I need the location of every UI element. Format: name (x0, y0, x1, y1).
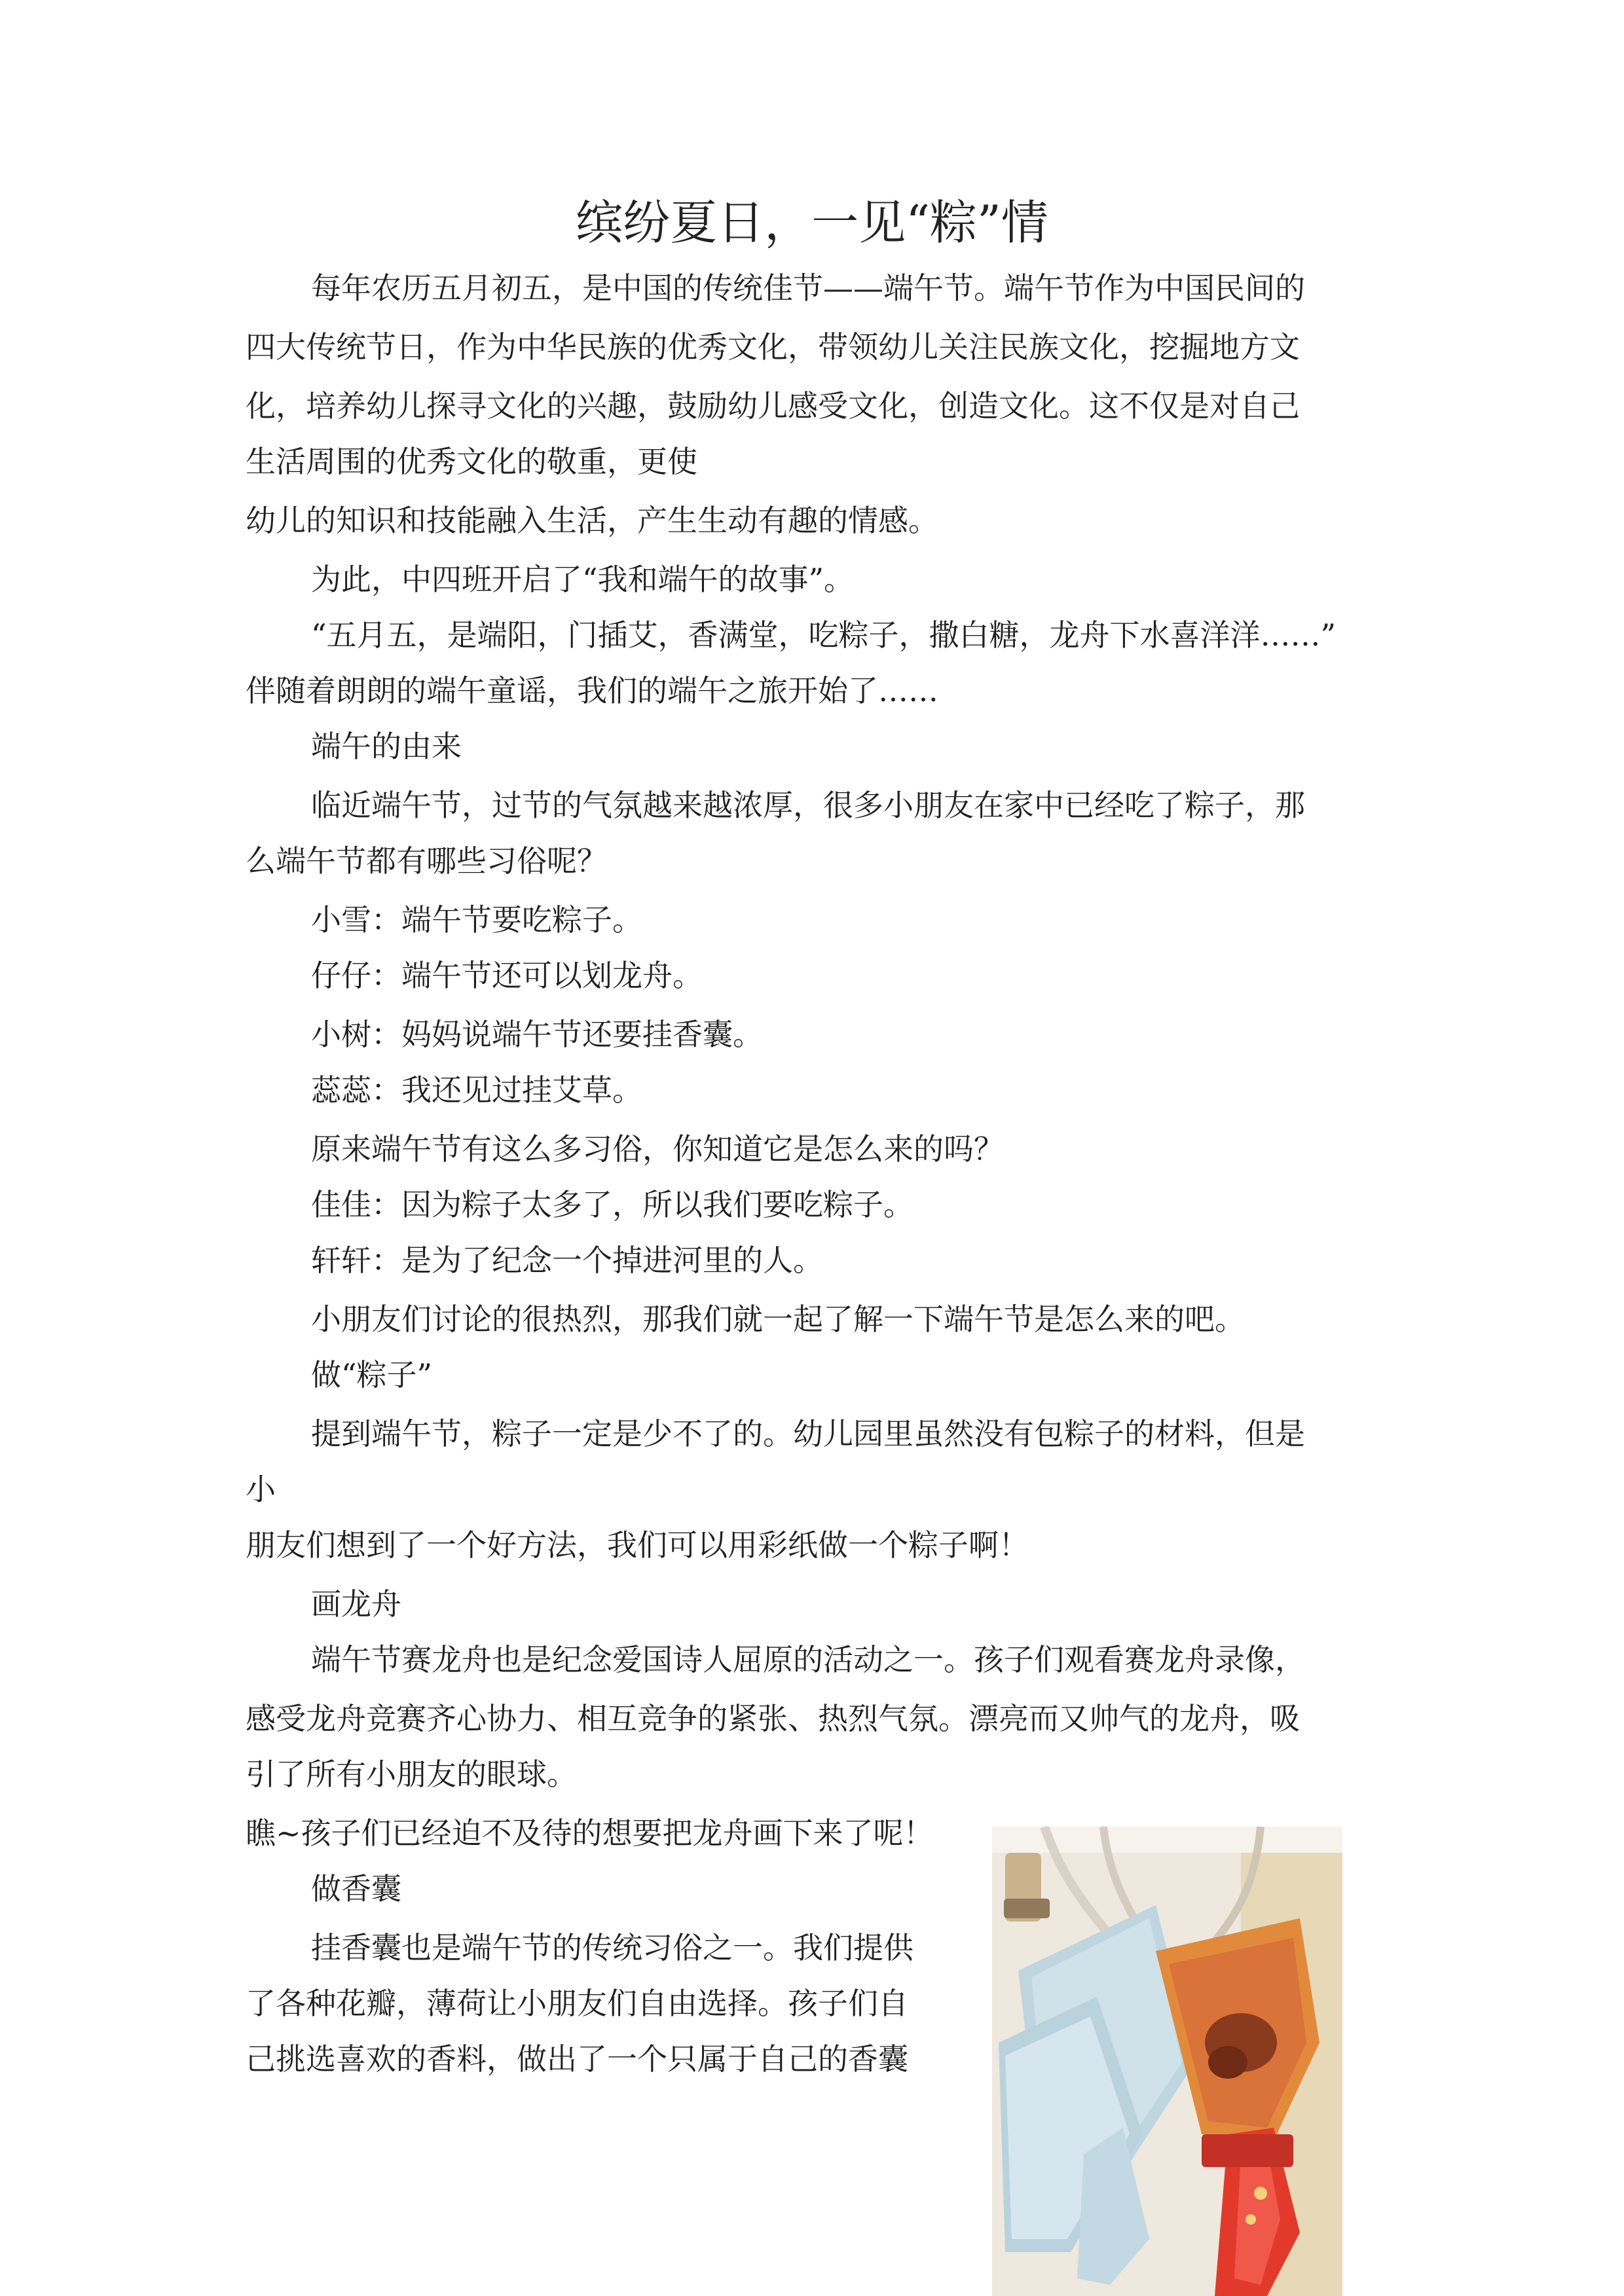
paragraph-line: 化，培养幼儿探寻文化的兴趣，鼓励幼儿感受文化，创造文化。这不仅是对自己 (246, 388, 1300, 424)
paragraph-line: 瞧~孩子们已经迫不及待的想要把龙舟画下来了呢！ (246, 1815, 934, 1851)
dialogue-line: 佳佳：因为粽子太多了，所以我们要吃粽子。 (311, 1187, 913, 1222)
dialogue-line: 仔仔：端午节还可以划龙舟。 (311, 958, 703, 993)
paragraph-line: 朋友们想到了一个好方法，我们可以用彩纸做一个粽子啊！ (246, 1527, 1029, 1563)
dialogue-line: 蕊蕊：我还见过挂艾草。 (311, 1072, 642, 1108)
paragraph-line: 么端午节都有哪些习俗呢？ (246, 843, 607, 879)
section-heading: 画龙舟 (311, 1586, 401, 1622)
paragraph-line: 生活周围的优秀文化的敬重，更使 (246, 444, 697, 479)
paragraph-line: 小朋友们讨论的很热烈，那我们就一起了解一下端午节是怎么来的吧。 (311, 1302, 1245, 1337)
section-heading: 做“粽子” (311, 1357, 433, 1393)
paragraph-line: “五月五，是端阳，门插艾，香满堂，吃粽子，撒白糖，龙舟下水喜洋洋……” (311, 617, 1337, 653)
paragraph-line: 引了所有小朋友的眼球。 (246, 1757, 577, 1792)
paragraph-line: 提到端午节，粽子一定是少不了的。幼儿园里虽然没有包粽子的材料，但是 (311, 1416, 1305, 1451)
paragraph-line: 为此，中四班开启了“我和端午的故事”。 (311, 562, 855, 597)
paragraph-line: 端午节赛龙舟也是纪念爱国诗人屈原的活动之一。孩子们观看赛龙舟录像， (311, 1642, 1305, 1677)
paragraph-line: 原来端午节有这么多习俗，你知道它是怎么来的吗？ (311, 1131, 1004, 1167)
paragraph-line: 小 (246, 1472, 276, 1507)
dialogue-line: 轩轩：是为了纪念一个掉进河里的人。 (311, 1243, 823, 1278)
paragraph-line: 了各种花瓣，薄荷让小朋友们自由选择。孩子们自 (246, 1986, 908, 2021)
paragraph-line: 伴随着朗朗的端午童谣，我们的端午之旅开始了…… (246, 673, 938, 708)
page-title: 缤纷夏日，一见“粽”情 (576, 195, 1048, 250)
section-heading: 端午的由来 (311, 729, 462, 764)
paragraph-line: 感受龙舟竞赛齐心协力、相互竞争的紧张、热烈气氛。漂亮而又帅气的龙舟，吸 (246, 1701, 1300, 1736)
dialogue-line: 小雪：端午节要吃粽子。 (311, 902, 642, 938)
paragraph-line: 临近端午节，过节的气氛越来越浓厚，很多小朋友在家中已经吃了粽子，那 (311, 788, 1305, 823)
section-heading: 做香囊 (311, 1871, 401, 1906)
paragraph-line: 每年农历五月初五，是中国的传统佳节——端午节。端午节作为中国民间的 (311, 270, 1305, 306)
sachets-photo-illustration (992, 1827, 1342, 2296)
dialogue-line: 小树：妈妈说端午节还要挂香囊。 (311, 1017, 763, 1052)
paragraph-line: 己挑选喜欢的香料，做出了一个只属于自己的香囊 (246, 2041, 908, 2077)
paragraph-line: 挂香囊也是端午节的传统习俗之一。我们提供 (311, 1930, 913, 1965)
sachets-photo (992, 1827, 1342, 2296)
paragraph-line: 四大传统节日，作为中华民族的优秀文化，带领幼儿关注民族文化，挖掘地方文 (246, 329, 1300, 365)
paragraph-line: 幼儿的知识和技能融入生活，产生生动有趣的情感。 (246, 503, 938, 538)
